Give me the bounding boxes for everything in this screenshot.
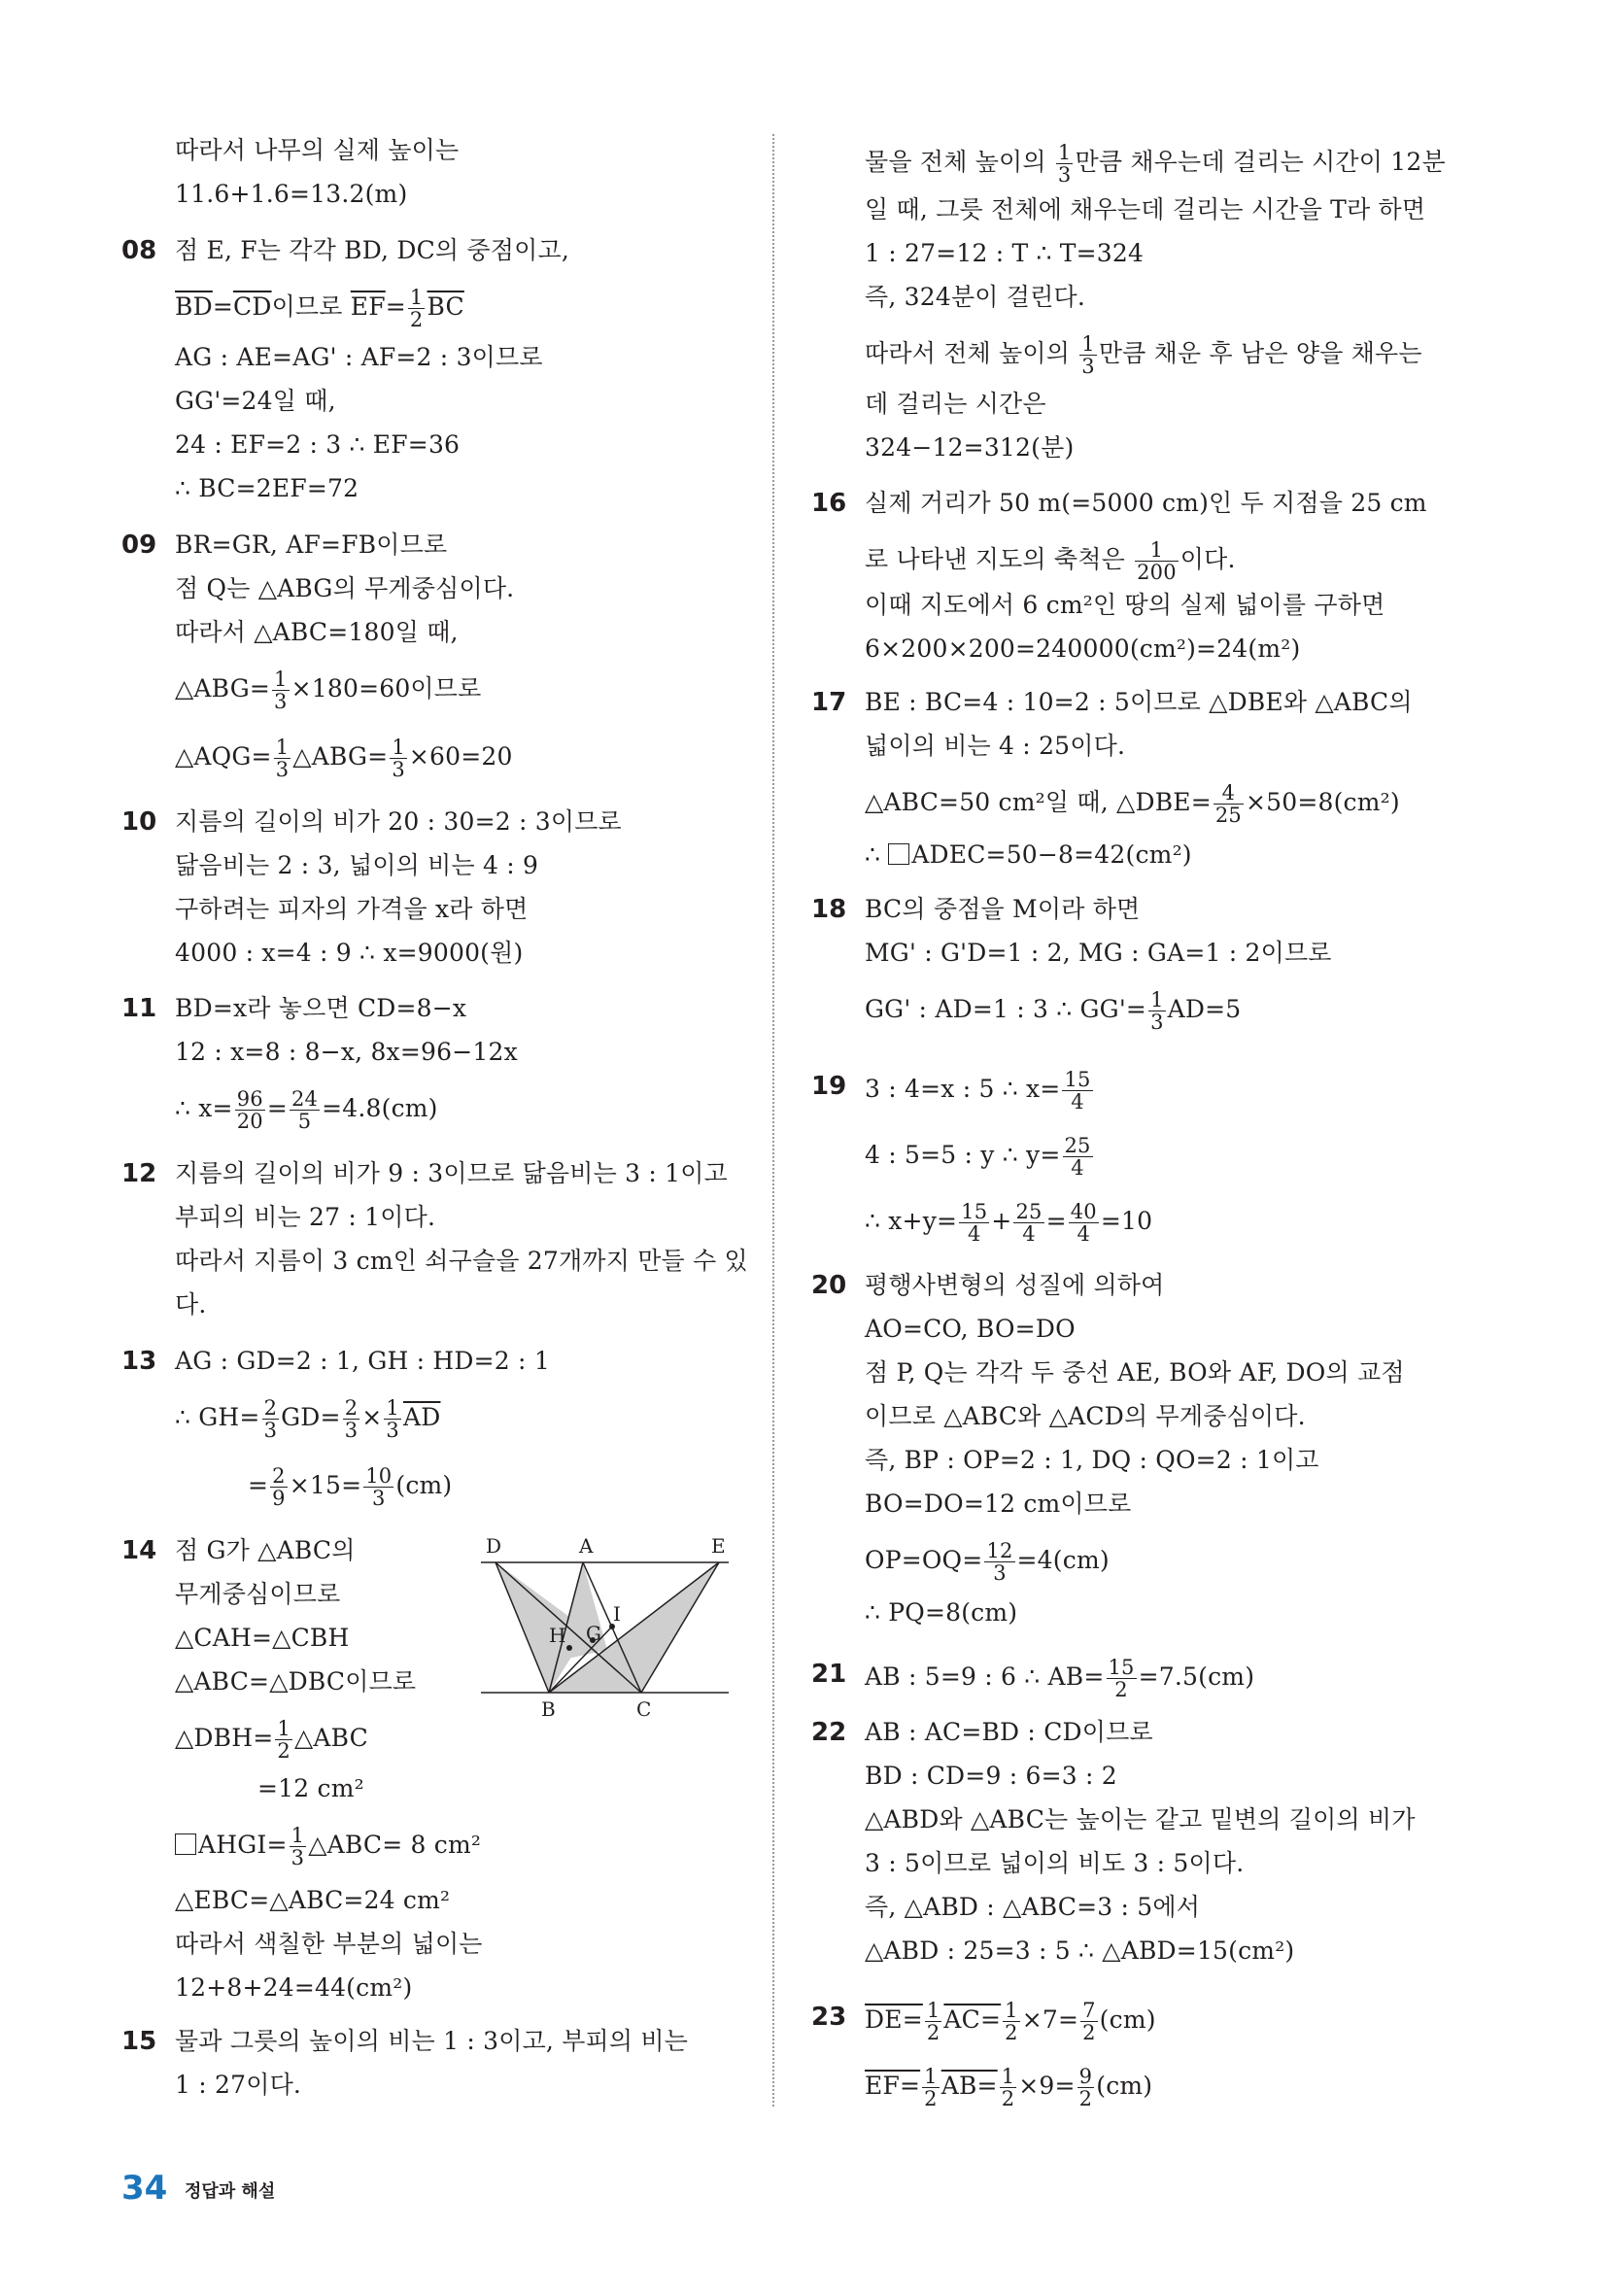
p07-line-1: 따라서 나무의 실제 높이는 <box>175 136 460 164</box>
p14-line-4: △ABC=△DBC이므로 <box>175 1667 417 1696</box>
section-label: 정답과 해설 <box>185 2181 276 2202</box>
p16-line-2: 로 나타낸 지도의 축척은 $\frac{1}{200}$ 이다. <box>865 538 1236 584</box>
p20-line-6: BO=DO=12 cm이므로 <box>865 1490 1132 1518</box>
fig-label-b: B <box>541 1697 556 1721</box>
p18-line-2: MG' : G'D=1 : 2, MG : GA=1 : 2이므로 <box>865 939 1332 967</box>
p07-line-2: 11.6+1.6=13.2(m) <box>175 180 408 208</box>
problem-number-11: 11 <box>121 994 157 1023</box>
p15-line-5: 1 : 27=12 : T ∴ T=324 <box>865 239 1145 267</box>
column-divider <box>772 134 774 2107</box>
problem-number-14: 14 <box>121 1536 157 1565</box>
p22-line-1: AB : AC=BD : CD이므로 <box>865 1718 1153 1746</box>
p10-line-2: 닮음비는 2 : 3, 넓이의 비는 4 : 9 <box>175 851 539 879</box>
problem-number-17: 17 <box>811 688 847 717</box>
p14-line-2: 무게중심이므로 <box>175 1580 341 1608</box>
p08-line-2: $\overline{BD}=\overline{CD}$이므로 $\overline{EF}=$ $\frac{1}{2}$ $\overline{BC}$ <box>175 286 464 331</box>
p20-line-3: 점 P, Q는 각각 두 중선 AE, BO와 AF, DO의 교점 <box>865 1358 1405 1387</box>
p13-line-1: AG : GD=2 : 1, GH : HD=2 : 1 <box>175 1347 550 1375</box>
p14-line-9: 따라서 색칠한 부분의 넓이는 <box>175 1930 483 1958</box>
p14-line-5: △DBH= $\frac{1}{2}$ △ABC <box>175 1717 368 1763</box>
p11-line-3: ∴ x= $\frac{96}{20}$ = $\frac{24}{5}$ =4.8(cm) <box>175 1087 438 1133</box>
problem-number-15: 15 <box>121 2027 157 2056</box>
p08-line-1: 점 E, F는 각각 BD, DC의 중점이고, <box>175 236 569 264</box>
p22-line-3: △ABD와 △ABC는 높이는 같고 밑변의 길이의 비가 <box>865 1805 1416 1833</box>
problem-number-10: 10 <box>121 807 157 837</box>
problem-number-23: 23 <box>811 2003 847 2032</box>
p15-line-1: 물과 그릇의 높이의 비는 1 : 3이고, 부피의 비는 <box>175 2027 689 2055</box>
p15-line-2: 1 : 27이다. <box>175 2071 302 2099</box>
p09-line-5: △AQG= $\frac{1}{3}$ △ABG= $\frac{1}{3}$ ×60=20 <box>175 736 513 781</box>
p22-line-5: 즉, △ABD : △ABC=3 : 5에서 <box>865 1893 1201 1921</box>
problem-number-18: 18 <box>811 895 847 924</box>
triangle-figure <box>481 1533 743 1728</box>
p14-line-8: △EBC=△ABC=24 cm² <box>175 1886 451 1914</box>
problem-number-19: 19 <box>811 1072 847 1101</box>
p15-line-4: 일 때, 그릇 전체에 채우는데 걸리는 시간을 T라 하면 <box>865 195 1426 223</box>
p11-line-1: BD=x라 놓으면 CD=8−x <box>175 994 467 1022</box>
p13-line-3: = $\frac{2}{9}$ ×15= $\frac{10}{3}$ (cm) <box>248 1464 453 1510</box>
p15-line-6: 즉, 324분이 걸린다. <box>865 283 1086 311</box>
p15-line-3: 물을 전체 높이의 $\frac{1}{3}$ 만큼 채우는데 걸리는 시간이 12분 <box>865 141 1446 187</box>
p20-line-8: ∴ PQ=8(cm) <box>865 1598 1018 1627</box>
p12-line-2: 부피의 비는 27 : 1이다. <box>175 1203 436 1231</box>
p10-line-1: 지름의 길이의 비가 20 : 30=2 : 3이므로 <box>175 807 622 836</box>
p17-line-4: ∴ ADEC=50−8=42(cm²) <box>865 840 1192 869</box>
p20-line-1: 평행사변형의 성질에 의하여 <box>865 1271 1165 1299</box>
p23-line-1: DE= $\frac{1}{2}$ AC= $\frac{1}{2}$ ×7= $\frac{7}{2}$ (cm) <box>865 1999 1156 2044</box>
p08-line-4: GG'=24일 때, <box>175 387 336 415</box>
p22-line-4: 3 : 5이므로 넓이의 비도 3 : 5이다. <box>865 1849 1245 1877</box>
square-symbol <box>888 843 909 865</box>
p09-line-3: 따라서 △ABC=180일 때, <box>175 618 459 646</box>
p15-line-8: 데 걸리는 시간은 <box>865 390 1046 418</box>
p11-line-2: 12 : x=8 : 8−x, 8x=96−12x <box>175 1038 518 1066</box>
p20-line-4: 이므로 △ABC와 △ACD의 무게중심이다. <box>865 1402 1306 1430</box>
problem-number-09: 09 <box>121 531 157 560</box>
problem-number-22: 22 <box>811 1718 847 1747</box>
problem-number-13: 13 <box>121 1347 157 1376</box>
p15-line-7: 따라서 전체 높이의 $\frac{1}{3}$ 만큼 채운 후 남은 양을 채우는 <box>865 332 1422 378</box>
problem-number-16: 16 <box>811 489 847 518</box>
problem-number-12: 12 <box>121 1159 157 1188</box>
p08-line-3: AG : AE=AG' : AF=2 : 3이므로 <box>175 343 543 371</box>
p17-line-2: 넓이의 비는 4 : 25이다. <box>865 732 1126 760</box>
p20-line-2: AO=CO, BO=DO <box>865 1315 1076 1343</box>
p14-line-3: △CAH=△CBH <box>175 1624 350 1652</box>
p12-line-3: 따라서 지름이 3 cm인 쇠구슬을 27개까지 만들 수 있 <box>175 1247 748 1275</box>
problem-number-08: 08 <box>121 236 157 265</box>
p16-line-3: 이때 지도에서 6 cm²인 땅의 실제 넓이를 구하면 <box>865 591 1385 619</box>
p13-line-2: ∴ GH= $\frac{2}{3}$ GD= $\frac{2}{3}$ × $\frac{1}{3}$ $\overline{AD}$ <box>175 1396 441 1442</box>
p17-line-1: BE : BC=4 : 10=2 : 5이므로 △DBE와 △ABC의 <box>865 688 1413 716</box>
page-number: 34 <box>121 2169 168 2208</box>
fig-label-g: G <box>586 1622 601 1645</box>
p12-line-1: 지름의 길이의 비가 9 : 3이므로 닮음비는 3 : 1이고 <box>175 1159 728 1187</box>
p14-line-7: AHGI= $\frac{1}{3}$ △ABC= 8 cm² <box>175 1825 481 1868</box>
p23-line-2: EF= $\frac{1}{2}$ AB= $\frac{1}{2}$ ×9= $\frac{9}{2}$ (cm) <box>865 2065 1153 2110</box>
p12-line-4: 다. <box>175 1290 207 1319</box>
p18-line-3: GG' : AD=1 : 3 ∴ GG'= $\frac{1}{3}$ AD=5 <box>865 988 1242 1034</box>
p10-line-3: 구하려는 피자의 가격을 x라 하면 <box>175 895 529 923</box>
fig-label-h: H <box>549 1624 566 1647</box>
p19-line-3: ∴ x+y= $\frac{15}{4}$ + $\frac{25}{4}$ = $\frac{40}{4}$ =10 <box>865 1200 1153 1246</box>
fig-label-c: C <box>636 1697 652 1721</box>
p19-line-2: 4 : 5=5 : y ∴ y= $\frac{25}{4}$ <box>865 1134 1091 1180</box>
p21-line-1: AB : 5=9 : 6 ∴ AB= $\frac{15}{2}$ =7.5(cm) <box>865 1656 1255 1701</box>
p17-line-3: △ABC=50 cm²일 때, △DBE= $\frac{4}{25}$ ×50=8(cm²) <box>865 781 1400 827</box>
fig-label-e: E <box>711 1534 726 1558</box>
p20-line-5: 즉, BP : OP=2 : 1, DQ : QO=2 : 1이고 <box>865 1446 1319 1474</box>
p16-line-1: 실제 거리가 50 m(=5000 cm)인 두 지점을 25 cm <box>865 489 1427 517</box>
p10-line-4: 4000 : x=4 : 9 ∴ x=9000(원) <box>175 939 524 967</box>
p22-line-2: BD : CD=9 : 6=3 : 2 <box>865 1762 1117 1790</box>
p20-line-7: OP=OQ= $\frac{12}{3}$ =4(cm) <box>865 1539 1110 1585</box>
p15-line-9: 324−12=312(분) <box>865 433 1075 462</box>
fig-label-i: I <box>613 1602 621 1626</box>
p14-line-10: 12+8+24=44(cm²) <box>175 1973 413 2002</box>
p09-line-4: △ABG= $\frac{1}{3}$ ×180=60이므로 <box>175 668 482 713</box>
p19-line-1: 3 : 4=x : 5 ∴ x= $\frac{15}{4}$ <box>865 1068 1091 1114</box>
p09-line-2: 점 Q는 △ABG의 무게중심이다. <box>175 574 515 602</box>
fraction: $\frac{1}{2}$ <box>409 286 424 331</box>
problem-number-21: 21 <box>811 1660 847 1689</box>
fig-label-d: D <box>486 1534 502 1558</box>
fig-label-a: A <box>579 1534 594 1558</box>
p08-line-6: ∴ BC=2EF=72 <box>175 474 359 502</box>
problem-number-20: 20 <box>811 1271 847 1300</box>
p18-line-1: BC의 중점을 M이라 하면 <box>865 895 1141 923</box>
square-symbol <box>175 1833 196 1855</box>
p09-line-1: BR=GR, AF=FB이므로 <box>175 531 448 559</box>
p14-line-6: =12 cm² <box>257 1774 364 1802</box>
p14-line-1: 점 G가 △ABC의 <box>175 1536 356 1564</box>
p16-line-4: 6×200×200=240000(cm²)=24(m²) <box>865 634 1301 663</box>
p22-line-6: △ABD : 25=3 : 5 ∴ △ABD=15(cm²) <box>865 1936 1295 1965</box>
p08-line-5: 24 : EF=2 : 3 ∴ EF=36 <box>175 430 461 459</box>
